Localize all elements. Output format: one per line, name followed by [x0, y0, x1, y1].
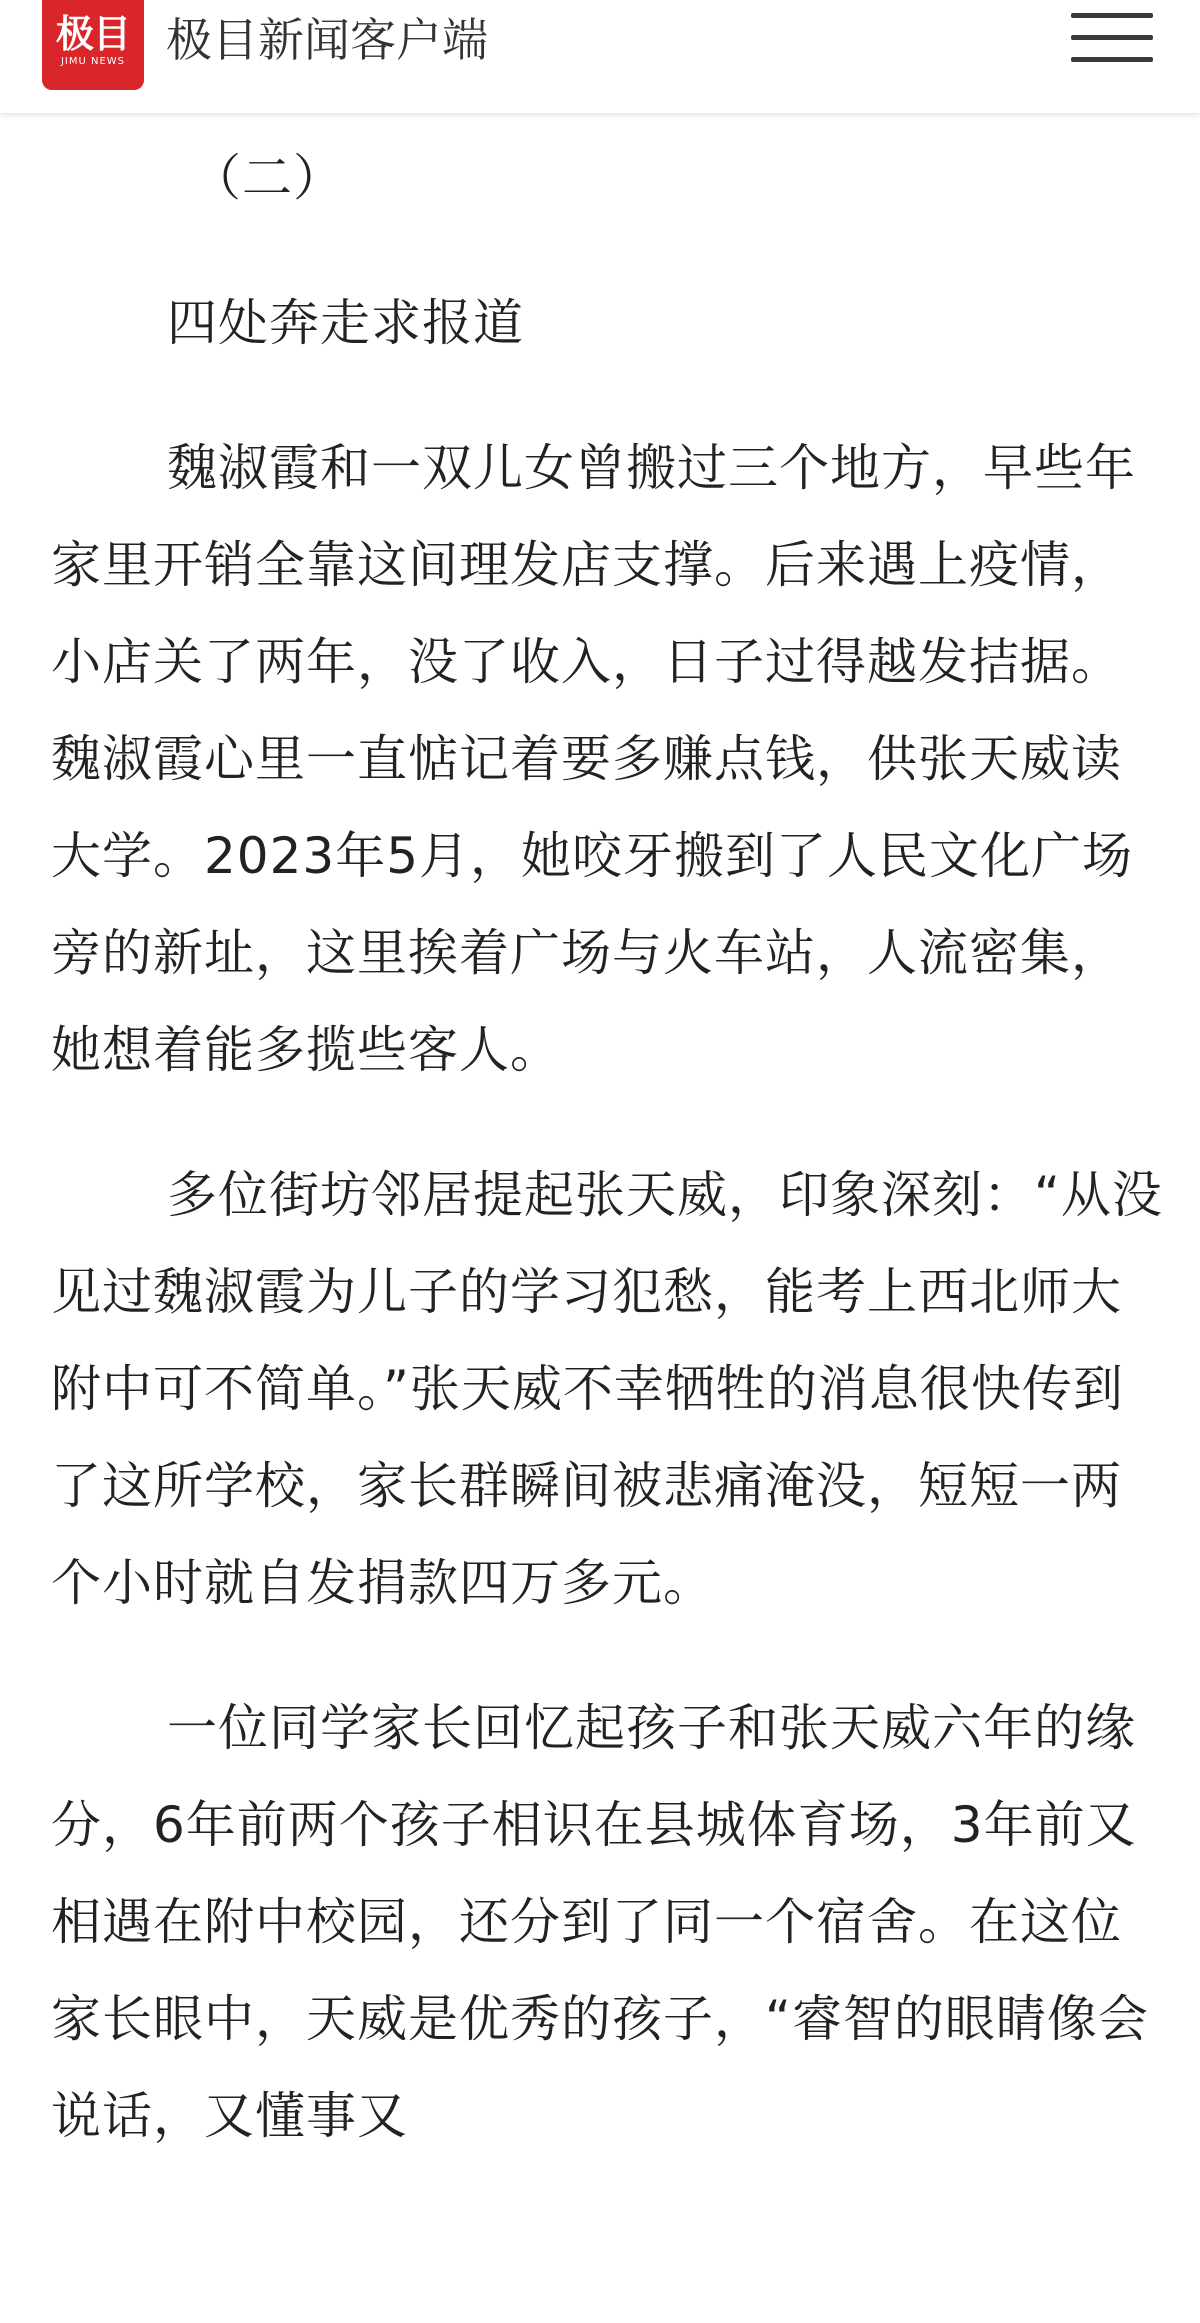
menu-line [1071, 13, 1153, 18]
article-subheading: 四处奔走求报道 [167, 294, 524, 352]
article-paragraph: 多位街坊邻居提起张天威，印象深刻：“从没见过魏淑霞为儿子的学习犯愁，能考上西北师大附中可不简单。”张天威不幸牺牲的消息很快传到了这所学校，家长群瞬间被悲痛淹没，短短一两个小时就自发捐款四万多元。 [51, 1166, 1163, 1612]
menu-line [1071, 35, 1153, 40]
app-header [0, 0, 1200, 113]
article-paragraph: 一位同学家长回忆起孩子和张天威六年的缘分，6年前两个孩子相识在县城体育场，3年前又相遇在附中校园，还分到了同一个宿舍。在这位家长眼中，天威是优秀的孩子，“睿智的眼睛像会说话，又懂事又 [51, 1699, 1149, 2145]
jimu-news-logo[interactable] [42, 0, 144, 90]
article-body [51, 130, 1171, 2213]
menu-line [1071, 57, 1153, 62]
article-paragraph: 魏淑霞和一双儿女曾搬过三个地方，早些年家里开销全靠这间理发店支撑。后来遇上疫情，小店关了两年，没了收入，日子过得越发拮据。魏淑霞心里一直惦记着要多赚点钱，供张天威读大学。2023年5月，她咬牙搬到了人民文化广场旁的新址，这里挨着广场与火车站，人流密集，她想着能多揽些客人。 [51, 439, 1136, 1079]
section-number: （二） [191, 149, 344, 207]
logo-text: 极目 [55, 11, 130, 56]
app-name: 极目新闻客户端 [166, 13, 488, 67]
hamburger-menu-icon[interactable] [1066, 4, 1158, 72]
logo-subtext: JIMU NEWS [60, 56, 126, 67]
